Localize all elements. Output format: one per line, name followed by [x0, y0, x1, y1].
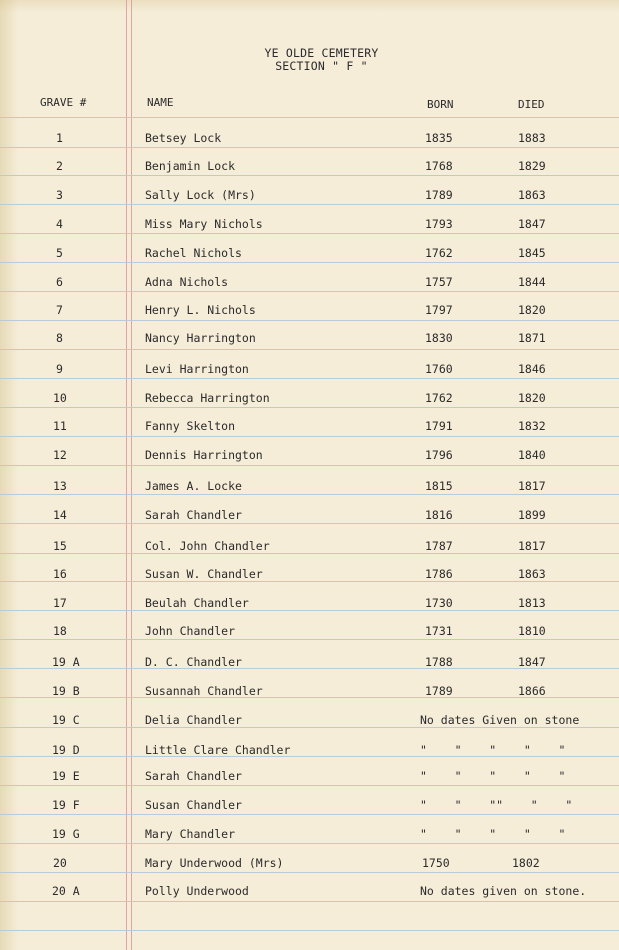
born-year: 1830: [425, 331, 453, 345]
died-year: 1840: [518, 448, 546, 462]
table-row: [0, 827, 619, 843]
grave-name: Sally Lock (Mrs): [145, 188, 256, 202]
ruled-line: [0, 785, 619, 786]
ruled-line: [0, 378, 619, 379]
ruled-line: [0, 291, 619, 292]
ruled-line: [0, 262, 619, 263]
grave-name: Susannah Chandler: [145, 684, 263, 698]
table-row: [0, 275, 619, 291]
born-year: 1787: [425, 539, 453, 553]
born-year: 1768: [425, 159, 453, 173]
born-year: 1797: [425, 303, 453, 317]
born-year: 1789: [425, 684, 453, 698]
died-year: 1820: [518, 391, 546, 405]
born-year: 1791: [425, 419, 453, 433]
ditto-marks: " " " " ": [420, 743, 566, 757]
grave-number: 1: [56, 131, 63, 145]
born-year: 1750: [422, 856, 450, 870]
ruled-line: [0, 233, 619, 234]
table-row: [0, 713, 619, 729]
table-row: [0, 655, 619, 671]
grave-number: 19 D: [52, 743, 80, 757]
grave-number: 19 B: [52, 684, 80, 698]
grave-number: 18: [53, 624, 67, 638]
died-year: 1820: [518, 303, 546, 317]
table-row: [0, 419, 619, 435]
grave-number: 16: [53, 567, 67, 581]
grave-name: Nancy Harrington: [145, 331, 256, 345]
grave-number: 12: [53, 448, 67, 462]
table-row: [0, 684, 619, 700]
grave-number: 20: [53, 856, 67, 870]
grave-number: 3: [56, 188, 63, 202]
grave-number: 7: [56, 303, 63, 317]
died-year: 1813: [518, 596, 546, 610]
died-year: 1846: [518, 362, 546, 376]
table-row: [0, 624, 619, 640]
grave-name: Rebecca Harrington: [145, 391, 270, 405]
ruled-line: [0, 117, 619, 118]
born-year: 1816: [425, 508, 453, 522]
grave-number: 6: [56, 275, 63, 289]
ruled-line: [0, 407, 619, 408]
table-row: [0, 391, 619, 407]
grave-number: 10: [53, 391, 67, 405]
table-row: [0, 769, 619, 785]
grave-name: John Chandler: [145, 624, 236, 638]
born-year: 1760: [425, 362, 453, 376]
table-row: [0, 131, 619, 147]
born-year: 1788: [425, 655, 453, 669]
grave-name: Miss Mary Nichols: [145, 217, 263, 231]
table-row: [0, 856, 619, 872]
ruled-line: [0, 901, 619, 902]
table-row: [0, 567, 619, 583]
grave-name: Adna Nichols: [145, 275, 229, 289]
ruled-line: [0, 930, 619, 931]
grave-name: James A. Locke: [145, 479, 242, 493]
grave-name: Betsey Lock: [145, 131, 222, 145]
ruled-line: [0, 175, 619, 176]
grave-name: Little Clare Chandler: [145, 743, 291, 757]
died-year: 1871: [518, 331, 546, 345]
ruled-line: [0, 436, 619, 437]
grave-number: 8: [56, 331, 63, 345]
died-year: 1847: [518, 217, 546, 231]
ditto-marks: " " " " ": [420, 827, 566, 841]
born-year: 1731: [425, 624, 453, 638]
born-year: 1762: [425, 391, 453, 405]
grave-number: 19 G: [52, 827, 80, 841]
grave-name: Sarah Chandler: [145, 508, 242, 522]
table-row: [0, 303, 619, 319]
ruled-line: [0, 204, 619, 205]
ruled-line: [0, 320, 619, 321]
grave-name: Susan Chandler: [145, 798, 242, 812]
died-year: 1847: [518, 655, 546, 669]
column-header-died: DIED: [518, 98, 545, 111]
ruled-line: [0, 872, 619, 873]
column-header-born: BORN: [427, 98, 454, 111]
died-year: 1863: [518, 567, 546, 581]
grave-number: 15: [53, 539, 67, 553]
table-row: [0, 362, 619, 378]
born-year: 1789: [425, 188, 453, 202]
grave-number: 20 A: [52, 884, 80, 898]
born-year: 1786: [425, 567, 453, 581]
grave-name: Susan W. Chandler: [145, 567, 263, 581]
grave-name: Rachel Nichols: [145, 246, 242, 260]
grave-name: Col. John Chandler: [145, 539, 270, 553]
grave-name: Polly Underwood: [145, 884, 249, 898]
died-year: 1817: [518, 539, 546, 553]
table-row: [0, 743, 619, 759]
grave-name: Mary Chandler: [145, 827, 236, 841]
grave-number: 5: [56, 246, 63, 260]
table-row: [0, 188, 619, 204]
died-year: 1802: [512, 856, 540, 870]
died-year: 1845: [518, 246, 546, 260]
grave-name: Delia Chandler: [145, 713, 242, 727]
grave-number: 19 C: [52, 713, 80, 727]
table-row: [0, 448, 619, 464]
grave-name: Dennis Harrington: [145, 448, 263, 462]
no-dates-note: No dates given on stone.: [420, 884, 587, 898]
ruled-line: [0, 465, 619, 466]
table-row: [0, 246, 619, 262]
grave-number: 19 F: [52, 798, 80, 812]
table-row: [0, 596, 619, 612]
born-year: 1796: [425, 448, 453, 462]
born-year: 1757: [425, 275, 453, 289]
died-year: 1832: [518, 419, 546, 433]
grave-number: 14: [53, 508, 67, 522]
died-year: 1810: [518, 624, 546, 638]
grave-name: Beulah Chandler: [145, 596, 249, 610]
born-year: 1815: [425, 479, 453, 493]
table-row: [0, 159, 619, 175]
born-year: 1730: [425, 596, 453, 610]
grave-name: Henry L. Nichols: [145, 303, 256, 317]
grave-name: Sarah Chandler: [145, 769, 242, 783]
died-year: 1863: [518, 188, 546, 202]
grave-number: 4: [56, 217, 63, 231]
table-row: [0, 217, 619, 233]
born-year: 1762: [425, 246, 453, 260]
grave-number: 19 E: [52, 769, 80, 783]
grave-name: Fanny Skelton: [145, 419, 236, 433]
table-row: [0, 798, 619, 814]
died-year: 1866: [518, 684, 546, 698]
grave-name: Mary Underwood (Mrs): [145, 856, 284, 870]
ruled-line: [0, 147, 619, 148]
table-row: [0, 539, 619, 555]
ruled-line: [0, 843, 619, 844]
died-year: 1883: [518, 131, 546, 145]
died-year: 1829: [518, 159, 546, 173]
grave-number: 2: [56, 159, 63, 173]
grave-number: 19 A: [52, 655, 80, 669]
ditto-marks: " " "" " ": [420, 798, 573, 812]
grave-number: 11: [53, 419, 67, 433]
ruled-line: [0, 349, 619, 350]
table-row: [0, 884, 619, 900]
table-row: [0, 508, 619, 524]
page-subtitle: SECTION " F ": [275, 59, 368, 73]
born-year: 1793: [425, 217, 453, 231]
grave-number: 17: [53, 596, 67, 610]
table-row: [0, 479, 619, 495]
died-year: 1844: [518, 275, 546, 289]
grave-number: 13: [53, 479, 67, 493]
grave-name: D. C. Chandler: [145, 655, 242, 669]
page-title: YE OLDE CEMETERY: [264, 46, 379, 60]
grave-number: 9: [56, 362, 63, 376]
ruled-line: [0, 814, 619, 815]
died-year: 1899: [518, 508, 546, 522]
column-header-grave: GRAVE #: [40, 96, 87, 109]
grave-name: Levi Harrington: [145, 362, 249, 376]
column-header-name: NAME: [147, 96, 174, 109]
born-year: 1835: [425, 131, 453, 145]
table-row: [0, 331, 619, 347]
grave-name: Benjamin Lock: [145, 159, 236, 173]
died-year: 1817: [518, 479, 546, 493]
ditto-marks: " " " " ": [420, 769, 566, 783]
no-dates-note: No dates Given on stone: [420, 713, 580, 727]
